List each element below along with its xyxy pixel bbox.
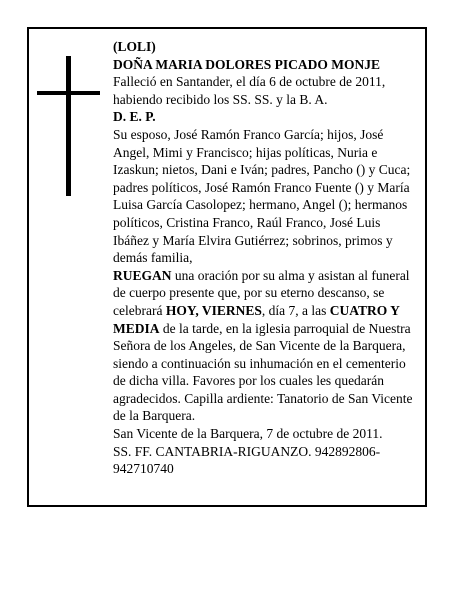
funeral-home: SS. FF. CANTABRIA-RIGUANZO. 942892806-942710740	[113, 443, 381, 477]
funeral-time: CUATRO Y MEDIA	[113, 302, 400, 336]
family-list: Su esposo, José Ramón Franco García; hijos, José Angel, Mimi y Francisco; hijas políticas, Nuria e Izaskun; nietos, Dani e Iván; padres, Pancho () y Cuca; padres políticos, José Ramón Franco Fuente () y María Luisa García Casolopez; hermano, Angel (); hermanos políticos, Cristina Franco, Raúl Franco, José Luis Ibáñez y María Elvira Gutiérrez; sobrinos, primos y demás familia,	[113, 126, 411, 266]
obituary-text	[113, 38, 413, 478]
request-text-3: de la tarde, en la iglesia parroquial de Nuestra Señora de los Angeles, de San Vicente de la Barquera, siendo a continuación su inhumación en el cementerio de dicha villa. Favores por los cuales les quedarán agradecidos. Capilla ardiente: Tanatorio de San Vicente de la Barquera.	[113, 320, 413, 424]
rip: D. E. P.	[113, 109, 156, 125]
death-statement: Falleció en Santander, el día 6 de octubre de 2011, habiendo recibido los SS. SS. y la B. A.	[113, 74, 386, 107]
cross-icon-bar	[37, 91, 100, 95]
nickname: (LOLI)	[113, 39, 156, 54]
deceased-name: DOÑA MARIA DOLORES PICADO MONJE	[113, 56, 381, 72]
ruegan-text: RUEGAN	[113, 267, 172, 283]
request-text-1: una oración por su alma y asistan al funeral de cuerpo presente que, por su eterno descanso, se celebrará	[113, 267, 410, 318]
funeral-request	[113, 267, 413, 425]
funeral-day: HOY, VIERNES	[165, 302, 262, 318]
place-date: San Vicente de la Barquera, 7 de octubre de 2011.	[113, 426, 383, 442]
cross-icon	[66, 56, 71, 196]
request-text-2: , día 7, a las	[261, 302, 330, 318]
